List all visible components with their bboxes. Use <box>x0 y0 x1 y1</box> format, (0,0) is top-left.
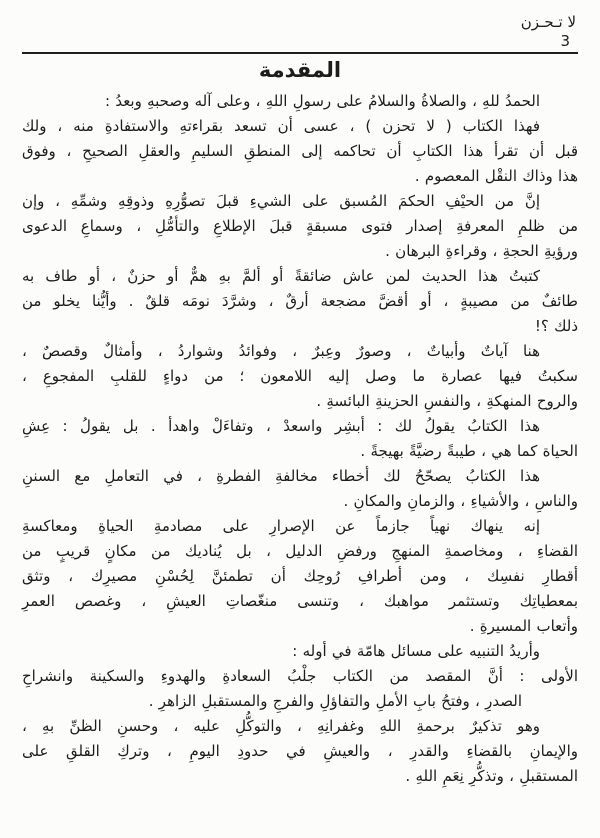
text-line: الحمدُ للهِ ، والصلاةُ والسلامُ على رسولِ اللهِ ، وعلى آله وصحبهِ وبعدُ : <box>105 92 540 110</box>
text-line: قبل أن تقرأ هذا الكتابِ أن تحاكمه إلى المنطقِ السليمِ والعقلِ الصحيحِ ، وفوق <box>22 142 578 160</box>
body-text <box>0 84 600 789</box>
text-line: أقطارِ نفسِك ، ومن أطرافِ رُوحِك أن تطمئنَّ لِحُسْنِ مصيرِك ، وتثق <box>22 567 578 585</box>
text-line: طائفٌ من مصيبةٍ ، أو أقضَّ مضجعة أرقٌ ، وشرَّدَ نومَه قلقٌ . وأيُّنا يخلو من <box>22 292 578 310</box>
chapter-title: المقدمة <box>258 58 342 82</box>
text-line: إنَّ من الحيْفِ الحكمَ المُسبق على الشيءِ قبلَ تصوُّرِهِ وذوقِهِ وشمِّهِ ، وإن <box>22 192 540 210</box>
text-line: الأولى : أنَّ المقصد من الكتاب جلْبُ السعادةِ والهدوءِ والسكينة وانشراحِ <box>22 667 578 685</box>
text-line: هذا وذاك النقْل المعصوم . <box>414 167 578 185</box>
text-line: ورؤيةِ الحجةِ ، وقراءةِ البرهان . <box>385 242 578 260</box>
running-header <box>0 0 600 51</box>
page-number <box>24 32 576 51</box>
text-line: كتبتُ هذا الحديث لمن عاش ضائقةً أو ألمَّ بهِ همٌّ أو حزنٌ ، أو طاف به <box>22 267 540 285</box>
text-line: والإيمانِ بالقضاءِ والقدرِ ، والعيشِ في حدودِ اليومِ ، وتركِ القلقِ على <box>22 742 578 760</box>
text-line: من ظلمِ المعرفةِ إصدار فتوى مسبقةٍ قبلَ الإطلاعِ والتأمُّلِ ، وسماعِ الدعوى <box>22 217 578 235</box>
header-divider-line <box>22 52 578 54</box>
text-line: الصدرِ ، وفتحُ بابِ الأملِ والتفاؤلِ والفرجِ والمستقبلِ الزاهرِ . <box>148 692 522 710</box>
text-line: هذا الكتابُ يقولُ لك : أبشِر واسعدْ ، وتفاءَلْ واهدأ . بل يقولُ : عِشِ <box>22 417 540 435</box>
text-line: وهو تذكيرٌ برحمةِ اللهِ وغفرانِهِ ، والتوكُّلِ عليه ، وحسنِ الظنِّ بهِ ، <box>22 717 540 735</box>
text-line: والروح المنهكةِ ، والنفسِ الحزينةِ البائسةِ . <box>316 392 578 410</box>
text-line: هذا الكتابُ يصحّحُ لك أخطاء مخالفةِ الفطرةِ ، في التعاملِ مع السننِ <box>22 467 540 485</box>
text-line: سكبتُ فيها عصارة ما وصل إليه اللامعون ؛ من دواءٍ للقلبِ المفجوعِ ، <box>22 367 578 385</box>
text-line: بمعطياتِك وتستثمر مواهبك ، وتنسى منغّصاتِ العيشِ ، وغصص العمرِ <box>22 592 578 610</box>
text-line: هنا آياتٌ وأبياتٌ ، وصورٌ وعِبرٌ ، وفوائدُ وشواردُ ، وأمثالٌ وقصصٌ ، <box>22 342 540 360</box>
text-line: القضاءِ ، ومخاصمةِ المنهجِ ورفضِ الدليل ، بل يُناديك من مكانٍ قريبٍ من <box>22 542 578 560</box>
text-line: الحياة كما هي ، طيبةً رضيَّةً بهيجةً . <box>360 442 578 460</box>
text-line: فهذا الكتاب ( لا تحزن ) ، عسى أن تسعد بقراءتهِ والاستفادةِ منه ، ولك <box>22 117 540 135</box>
book-title: لا تـحـزن <box>520 13 576 31</box>
page-number-value: 3 <box>560 32 570 50</box>
text-line: المستقبلِ ، وتذكُّرِ نِعَمِ اللهِ . <box>405 767 578 785</box>
text-line: والناسِ ، والأشياءِ ، والزمانِ والمكانِ . <box>343 492 578 510</box>
text-line: وأتعاب المسيرةِ . <box>469 617 578 635</box>
text-line: ذلك ؟! <box>534 317 578 335</box>
text-line: إنه ينهاك نهياً جازماً عن الإصرارِ على مصادمةِ الحياةِ ومعاكسةِ <box>22 517 540 535</box>
text-line: وأريدُ التنبيه على مسائل هامّة في أوله : <box>292 642 540 660</box>
